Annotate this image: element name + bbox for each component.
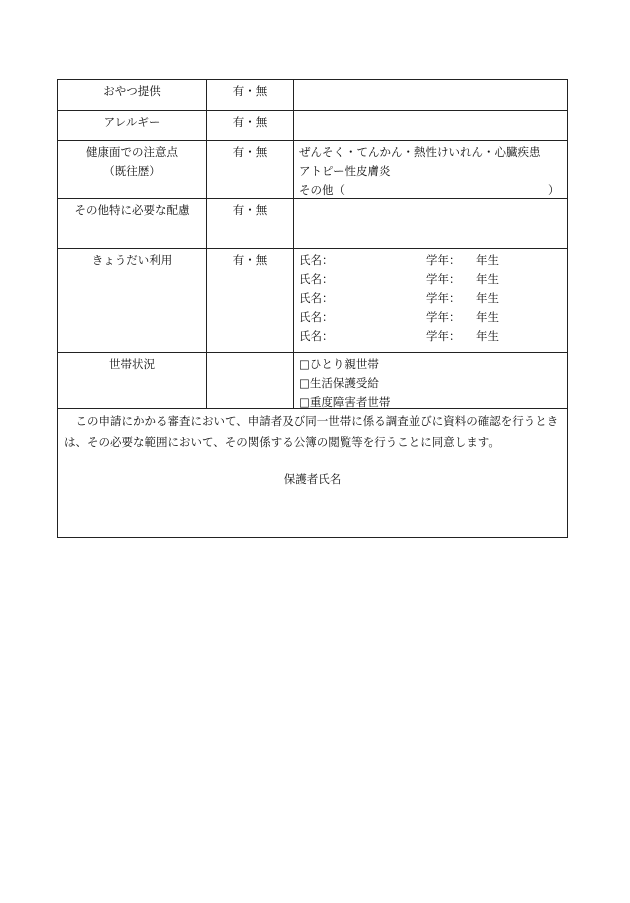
consent-block (58, 409, 567, 490)
health-other-line[interactable] (299, 181, 567, 200)
sibling-grade-field: 学年： (426, 272, 461, 286)
row-snack (58, 80, 567, 111)
sibling-grade-suffix: 年生 (476, 272, 499, 286)
sibling-entry[interactable] (299, 289, 567, 308)
allergy-label: アレルギー (58, 111, 207, 140)
health-label (58, 141, 207, 198)
special-label: その他特に必要な配慮 (58, 199, 207, 248)
sibling-entry[interactable] (299, 270, 567, 289)
household-label: 世帯状況 (58, 353, 207, 408)
siblings-list (294, 249, 567, 352)
health-label-line1: 健康面での注意点 (86, 145, 178, 159)
siblings-label: きょうだい利用 (58, 249, 207, 352)
special-yesno[interactable]: 有・無 (207, 199, 294, 248)
sibling-name-field: 氏名： (299, 253, 334, 267)
snack-detail[interactable] (294, 80, 567, 110)
sibling-grade-suffix: 年生 (476, 291, 499, 305)
sibling-entry[interactable] (299, 251, 567, 270)
row-siblings (58, 249, 567, 353)
health-yesno[interactable]: 有・無 (207, 141, 294, 198)
sibling-grade-suffix: 年生 (476, 253, 499, 267)
siblings-yesno[interactable]: 有・無 (207, 249, 294, 352)
health-conditions[interactable]: ぜんそく・てんかん・熱性けいれん・心臓疾患 (299, 145, 541, 159)
health-label-line2: （既往歴） (103, 164, 161, 178)
snack-label: おやつ提供 (58, 80, 207, 110)
row-health (58, 141, 567, 199)
household-options (294, 353, 567, 408)
application-form-table (57, 79, 568, 538)
sibling-grade-field: 学年： (426, 291, 461, 305)
household-welfare-checkbox[interactable]: □生活保護受給 (299, 376, 379, 390)
allergy-detail[interactable] (294, 111, 567, 140)
sibling-grade-suffix: 年生 (476, 329, 499, 343)
special-detail[interactable] (294, 199, 567, 248)
row-household (58, 353, 567, 409)
household-single-parent-checkbox[interactable]: □ひとり親世帯 (299, 357, 379, 371)
household-blank (207, 353, 294, 408)
sibling-name-field: 氏名： (299, 291, 334, 305)
health-detail (294, 141, 567, 198)
guardian-signature-label[interactable]: 保護者氏名 (283, 472, 342, 486)
sibling-grade-suffix: 年生 (476, 310, 499, 324)
snack-yesno[interactable]: 有・無 (207, 80, 294, 110)
sibling-entry[interactable] (299, 327, 567, 346)
health-other-open: その他（ (299, 183, 345, 197)
health-atopy[interactable]: アトピー性皮膚炎 (299, 164, 391, 178)
household-disability-checkbox[interactable]: □重度障害者世帯 (299, 395, 391, 409)
sibling-grade-field: 学年： (426, 310, 461, 324)
sibling-grade-field: 学年： (426, 253, 461, 267)
health-other-close: ） (548, 183, 560, 197)
sibling-name-field: 氏名： (299, 329, 334, 343)
row-allergy (58, 111, 567, 141)
sibling-name-field: 氏名： (299, 272, 334, 286)
sibling-name-field: 氏名： (299, 310, 334, 324)
row-special (58, 199, 567, 249)
sibling-entry[interactable] (299, 308, 567, 327)
sibling-grade-field: 学年： (426, 329, 461, 343)
allergy-yesno[interactable]: 有・無 (207, 111, 294, 140)
consent-text: この申請にかかる審査において、申請者及び同一世帯に係る調査並びに資料の確認を行うときは、その必要な範囲において、その関係する公簿の閲覧等を行うことに同意します。 (64, 414, 559, 449)
row-consent (58, 409, 567, 537)
